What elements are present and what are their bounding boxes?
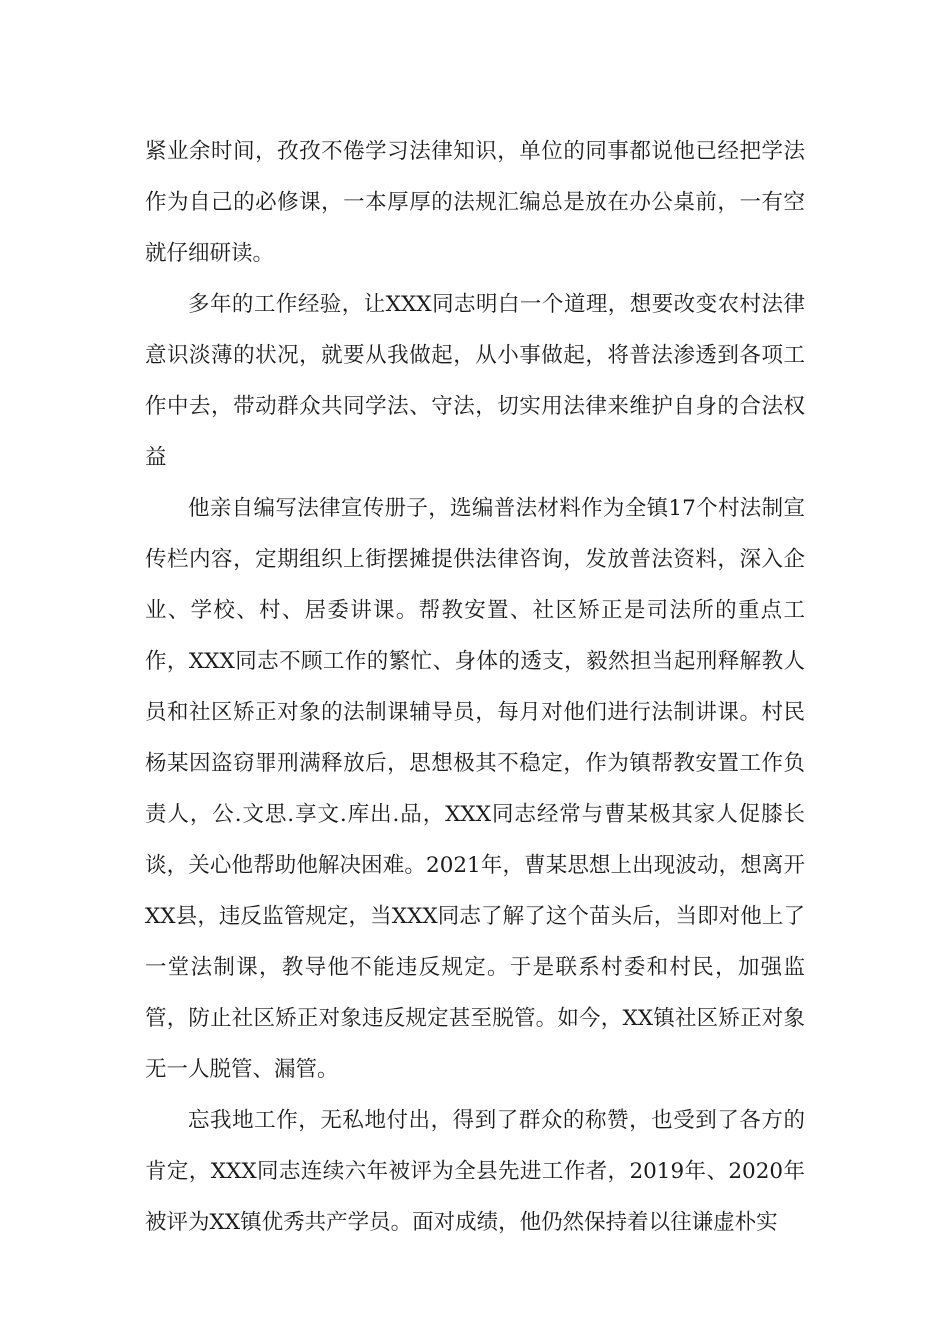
- paragraph-3: 他亲自编写法律宣传册子，选编普法材料作为全镇17个村法制宣传栏内容，定期组织上街摆摊提供法律咨询，发放普法资料，深入企业、学校、村、居委讲课。帮教安置、社区矫正是司法所的重点工作，XXX同志不顾工作的繁忙、身体的透支，毅然担当起刑释解教人员和社区矫正对象的法制课辅导员，每月对他们进行法制讲课。村民杨某因盗窃罪刑满释放后，思想极其不稳定，作为镇帮教安置工作负责人，公.文思.享文.库出.品，XXX同志经常与曹某极其家人促膝长谈，关心他帮助他解决困难。2021年，曹某思想上出现波动，想离开XX县，违反监管规定，当XXX同志了解了这个苗头后，当即对他上了一堂法制课，教导他不能违反规定。于是联系村委和村民，加强监管，防止社区矫正对象违反规定甚至脱管。如今，XX镇社区矫正对象无一人脱管、漏管。: [145, 496, 805, 1082]
- paragraph-2: 多年的工作经验，让XXX同志明白一个道理，想要改变农村法律意识淡薄的状况，就要从我做起，从小事做起，将普法渗透到各项工作中去，带动群众共同学法、守法，切实用法律来维护自身的合法权益: [145, 292, 805, 470]
- document-body: [145, 126, 805, 1248]
- paragraph-4: 忘我地工作，无私地付出，得到了群众的称赞，也受到了各方的肯定，XXX同志连续六年被评为全县先进工作者，2019年、2020年被评为XX镇优秀共产学员。面对成绩，他仍然保持着以往谦虚朴实: [145, 1108, 805, 1235]
- paragraph-1: 紧业余时间，孜孜不倦学习法律知识，单位的同事都说他已经把学法作为自己的必修课，一本厚厚的法规汇编总是放在办公桌前，一有空就仔细研读。: [145, 139, 805, 266]
